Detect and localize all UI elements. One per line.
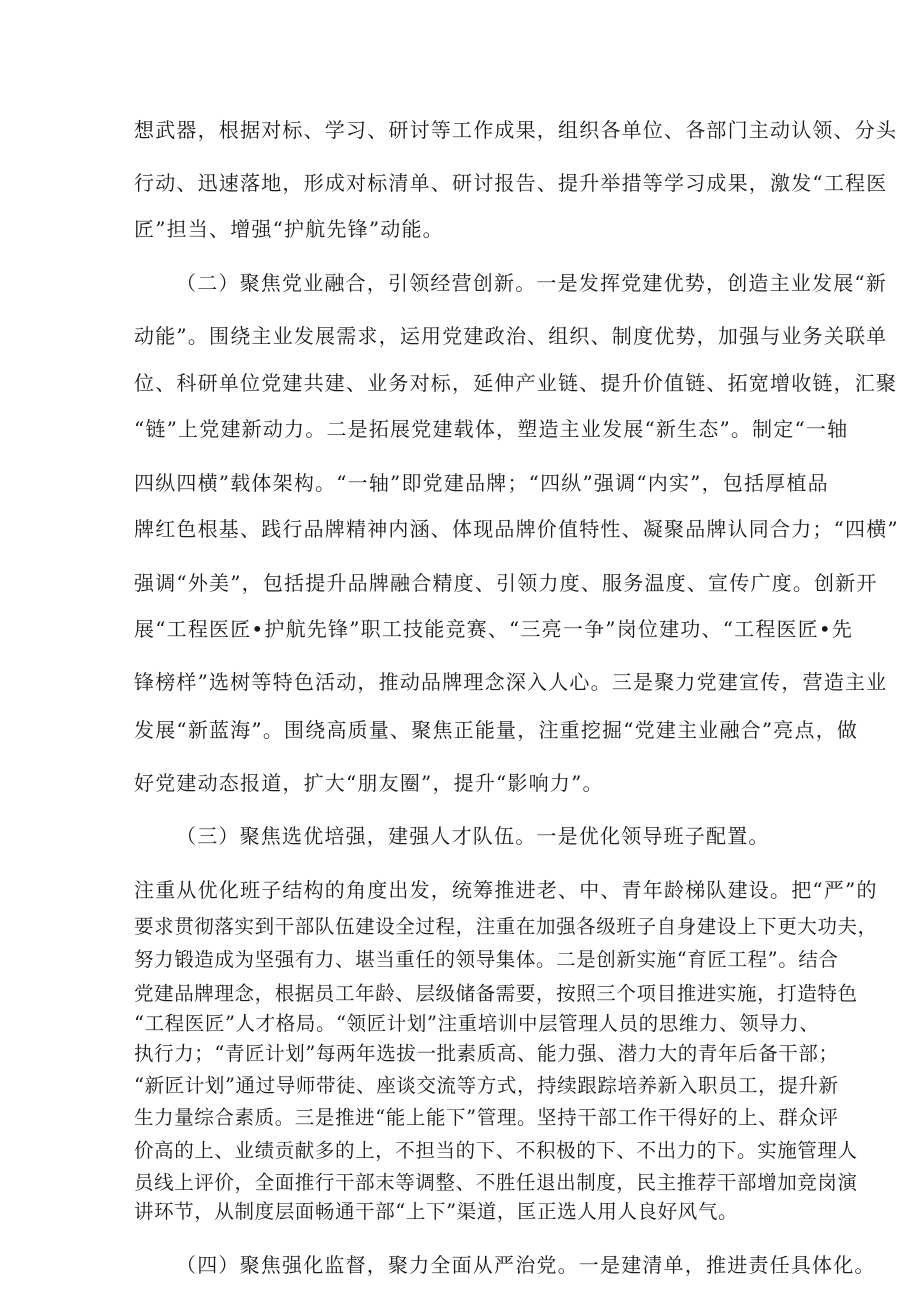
text-line: 生力量综合素质。三是推进“能上能下”管理。坚持干部工作干得好的上、群众评 bbox=[134, 1106, 839, 1129]
text-line: 价高的上、业绩贡献多的上，不担当的下、不积极的下、不出力的下。实施管理人 bbox=[134, 1139, 858, 1162]
text-line: 党建品牌理念，根据员工年龄、层级储备需要，按照三个项目推进实施，打造特色 bbox=[134, 982, 858, 1005]
text-line: 展“工程医匠•护航先锋”职工技能竞赛、“三亮一争”岗位建功、“工程医匠•先 bbox=[134, 617, 854, 641]
text-line: “工程医匠”人才格局。“领匠计划”注重培训中层管理人员的思维力、领导力、 bbox=[134, 1012, 820, 1035]
section-heading-line: （四）聚焦强化监督，聚力全面从严治党。一是建清单，推进责任具体化。 bbox=[176, 1253, 876, 1277]
section-heading-line: （三）聚焦选优培强，建强人才队伍。一是优化领导班子配置。 bbox=[176, 824, 770, 848]
text-line: 动能”。围绕主业发展需求，运用党建政治、组织、制度优势，加强与业务关联单 bbox=[134, 324, 888, 348]
text-line: 锋榜样”选树等特色活动，推动品牌理念深入人心。三是聚力党建宣传，营造主业 bbox=[134, 670, 888, 694]
text-line: 发展“新蓝海”。围绕高质量、聚焦正能量，注重挖掘“党建主业融合”亮点，做 bbox=[134, 718, 859, 742]
text-line: 位、科研单位党建共建、业务对标，延伸产业链、提升价值链、拓宽增收链，汇聚 bbox=[134, 371, 898, 395]
text-line: 好党建动态报道，扩大“朋友圈”，提升“影响力”。 bbox=[134, 771, 604, 795]
text-line: 匠”担当、增强“护航先锋”动能。 bbox=[134, 217, 444, 241]
text-line: 执行力；“青匠计划”每两年选拔一批素质高、能力强、潜力大的青年后备干部； bbox=[134, 1042, 839, 1065]
text-line: 注重从优化班子结构的角度出发，统筹推进老、中、青年龄梯队建设。把“严”的 bbox=[134, 878, 878, 902]
text-line: 行动、迅速落地，形成对标清单、研讨报告、提升举措等学习成果，激发“工程医 bbox=[134, 171, 888, 195]
text-line: 强调“外美”，包括提升品牌融合精度、引领力度、服务温度、宣传广度。创新开 bbox=[134, 571, 878, 595]
text-line: 努力锻造成为坚强有力、堪当重任的领导集体。二是创新实施“育匠工程”。结合 bbox=[134, 948, 839, 971]
text-line: 员线上评价，全面推行干部末等调整、不胜任退出制度，民主推荐干部增加竞岗演 bbox=[134, 1171, 858, 1194]
text-line: 牌红色根基、践行品牌精神内涵、体现品牌价值特性、凝聚品牌认同合力；“四横” bbox=[134, 517, 899, 541]
text-line: 讲环节，从制度层面畅通干部“上下”渠道，匡正选人用人良好风气。 bbox=[134, 1200, 739, 1223]
text-line: “新匠计划”通过导师带徒、座谈交流等方式，持续跟踪培养新入职员工，提升新 bbox=[134, 1074, 839, 1097]
text-line: “链”上党建新动力。二是拓展党建载体，塑造主业发展“新生态”。制定“一轴 bbox=[134, 417, 849, 441]
text-line: 四纵四横”载体架构。“一轴”即党建品牌；“四纵”强调“内实”，包括厚植品 bbox=[134, 471, 829, 495]
section-heading-line: （二）聚焦党业融合，引领经营创新。一是发挥党建优势，创造主业发展“新 bbox=[176, 271, 888, 295]
text-line: 要求贯彻落实到干部队伍建设全过程，注重在加强各级班子自身建设上下更大功夫， bbox=[134, 915, 878, 938]
text-line: 想武器，根据对标、学习、研讨等工作成果，组织各单位、各部门主动认领、分头 bbox=[134, 118, 898, 142]
